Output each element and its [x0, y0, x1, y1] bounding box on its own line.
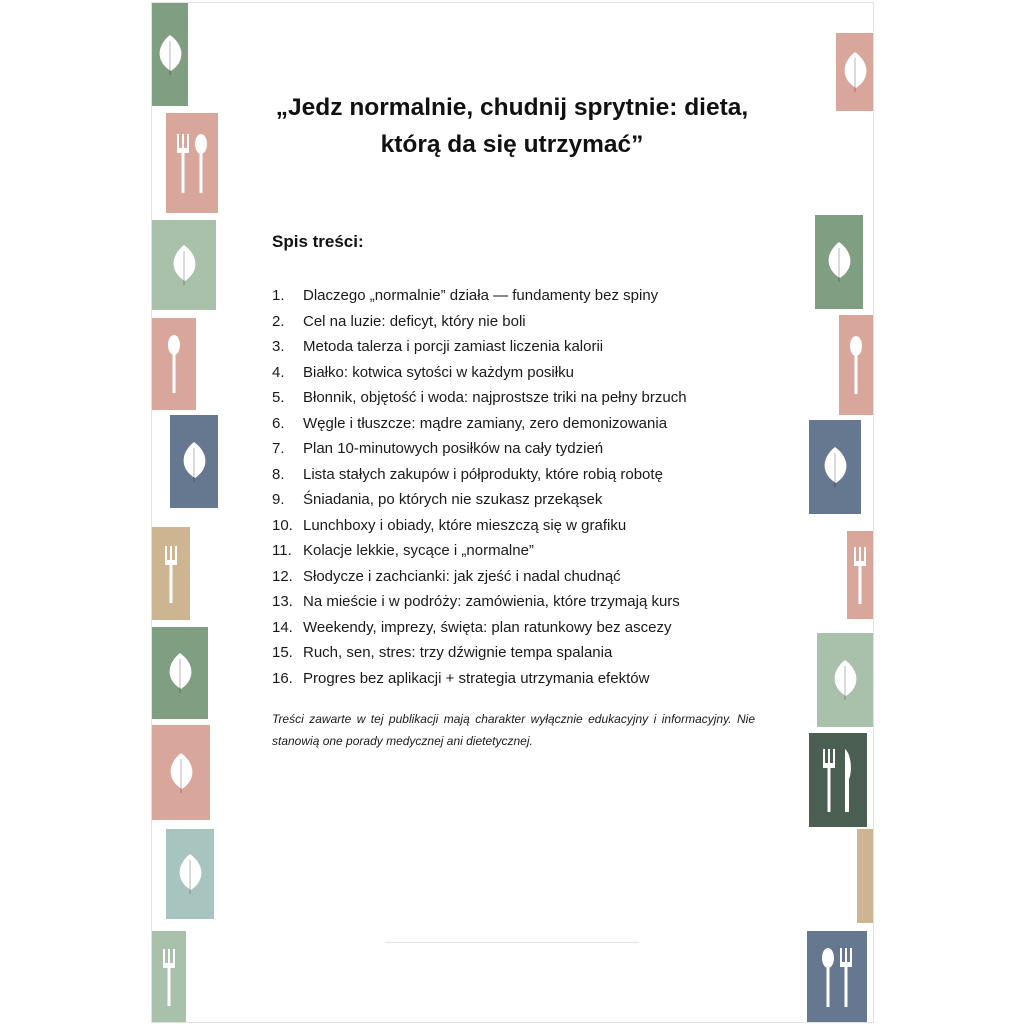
toc-item: [272, 385, 742, 411]
toc-item-number: 4.: [272, 363, 285, 381]
left-border-tile: [152, 318, 196, 410]
left-decorative-border: [152, 3, 218, 1022]
toc-item-title: Lunchboxy i obiady, które mieszczą się w grafiku: [303, 516, 627, 534]
toc-item: [272, 615, 742, 641]
right-border-tile: [807, 931, 867, 1022]
toc-item-title: Słodycze i zachcianki: jak zjeść i nadal chudnąć: [303, 567, 621, 585]
toc-item: [272, 487, 742, 513]
document-title: [262, 89, 762, 163]
toc-item-number: 8.: [272, 465, 285, 483]
left-border-tile: [152, 725, 210, 820]
right-border-tile: [836, 33, 873, 111]
right-border-tile: [839, 315, 873, 415]
toc-item: [272, 411, 742, 437]
toc-item-number: 13.: [272, 593, 293, 610]
toc-item-title: Ruch, sen, stres: trzy dźwignie tempa spalania: [303, 644, 613, 661]
toc-item: [272, 589, 742, 615]
toc-item-title: Cel na luzie: deficyt, który nie boli: [303, 312, 526, 330]
toc-item-number: 12.: [272, 567, 293, 585]
toc-item-number: 6.: [272, 414, 285, 432]
right-border-tile: [847, 531, 873, 619]
toc-item-number: 11.: [272, 542, 292, 559]
toc-item: [272, 513, 742, 539]
toc-item-number: 14.: [272, 618, 293, 636]
toc-item-number: 10.: [272, 516, 293, 534]
toc-item: [272, 640, 742, 666]
toc-item: [272, 309, 742, 335]
toc-item: [272, 334, 742, 360]
toc-item-title: Kolacje lekkie, sycące i „normalne”: [303, 542, 534, 559]
toc-item-number: 7.: [272, 440, 285, 457]
toc-item-title: Węgle i tłuszcze: mądre zamiany, zero demonizowania: [303, 414, 668, 432]
toc-item: [272, 283, 742, 309]
toc-item-number: 16.: [272, 669, 293, 687]
toc-item-title: Weekendy, imprezy, święta: plan ratunkowy bez ascezy: [303, 618, 672, 636]
left-border-tile: [152, 220, 216, 310]
toc-item-number: 15.: [272, 644, 293, 661]
toc-item-title: Metoda talerza i porcji zamiast liczenia kalorii: [303, 338, 604, 355]
left-border-tile: [152, 627, 208, 719]
toc-item-title: Plan 10-minutowych posiłków na cały tydzień: [303, 440, 604, 457]
toc-item-title: Białko: kotwica sytości w każdym posiłku: [303, 363, 574, 381]
document-page: [151, 2, 874, 1023]
toc-item-title: Dlaczego „normalnie” działa — fundamenty bez spiny: [303, 287, 659, 304]
toc-item-title: Błonnik, objętość i woda: najprostsze triki na pełny brzuch: [303, 389, 687, 406]
toc-item-number: 3.: [272, 338, 285, 355]
toc-item-title: Lista stałych zakupów i półprodukty, które robią robotę: [303, 465, 663, 483]
toc-item-number: 1.: [272, 287, 285, 304]
left-border-tile: [166, 113, 218, 213]
left-border-tile: [166, 829, 214, 919]
right-border-tile: [809, 420, 861, 514]
right-border-tile: [815, 215, 863, 309]
toc-item: [272, 538, 742, 564]
toc-item-title: Śniadania, po których nie szukasz przekąsek: [303, 491, 603, 508]
toc-item: [272, 564, 742, 590]
footer-divider: [385, 942, 639, 943]
toc-item: [272, 360, 742, 386]
toc-item-title: Progres bez aplikacji + strategia utrzymania efektów: [303, 669, 650, 687]
table-of-contents: [272, 283, 742, 691]
toc-item: [272, 462, 742, 488]
right-border-tile: [809, 733, 867, 827]
toc-item: [272, 666, 742, 692]
disclaimer-text: Treści zawarte w tej publikacji mają charakter wyłącznie edukacyjny i informacyjny. Nie stanowią one porady medycznej ani dietetycznej.: [272, 712, 755, 748]
left-border-tile: [152, 3, 188, 106]
right-border-tile: [817, 633, 873, 727]
toc-item-number: 9.: [272, 491, 285, 508]
left-border-tile: [170, 415, 218, 508]
left-border-tile: [152, 527, 190, 620]
toc-item-number: 5.: [272, 389, 285, 406]
toc-item: [272, 436, 742, 462]
toc-item-number: 2.: [272, 312, 285, 330]
right-decorative-border: [807, 3, 873, 1022]
toc-heading: Spis treści:: [272, 232, 364, 251]
toc-item-title: Na mieście i w podróży: zamówienia, które trzymają kurs: [303, 593, 680, 610]
title-line-2: którą da się utrzymać”: [380, 131, 644, 158]
right-border-tile: [857, 829, 873, 923]
title-line-1: „Jedz normalnie, chudnij sprytnie: dieta,: [275, 94, 749, 121]
left-border-tile: [152, 931, 186, 1022]
